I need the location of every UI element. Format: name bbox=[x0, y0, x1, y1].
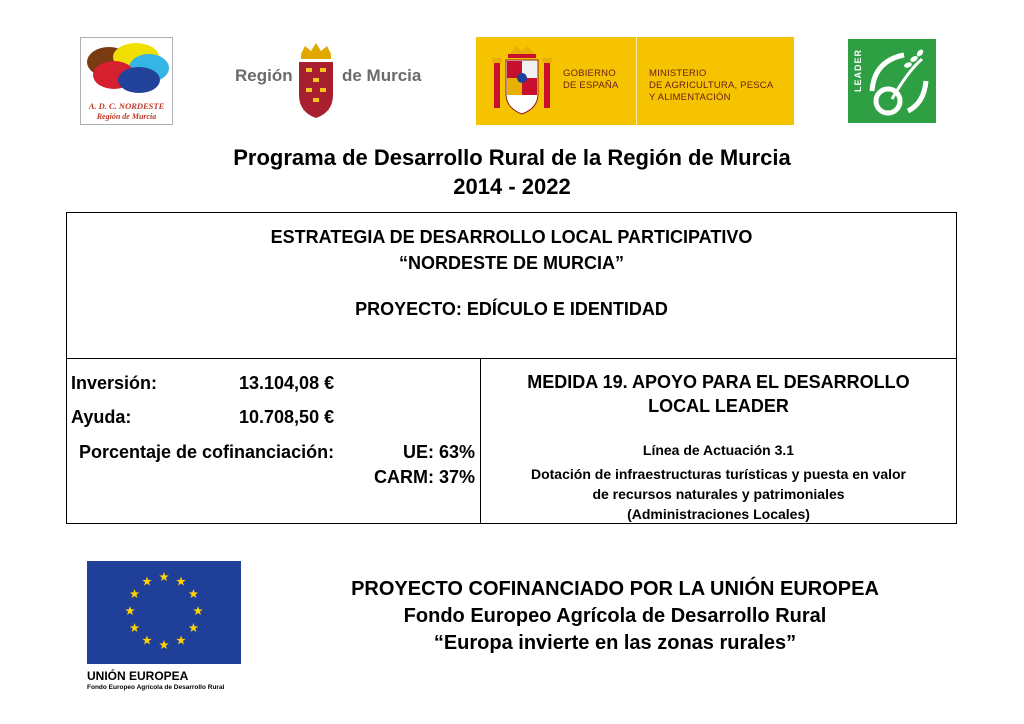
gobierno-line1: GOBIERNO bbox=[563, 68, 616, 79]
programa-period: 2014 - 2022 bbox=[453, 174, 571, 199]
eu-star-icon bbox=[189, 623, 199, 632]
medida-desc-line3: (Administraciones Locales) bbox=[627, 506, 810, 522]
eu-flag-icon bbox=[87, 561, 241, 664]
murcia-coat-of-arms-icon bbox=[295, 40, 337, 120]
strategy-line1: ESTRATEGIA DE DESARROLLO LOCAL PARTICIPATIVO bbox=[270, 227, 753, 247]
inversion-value: 13.104,08 € bbox=[239, 373, 335, 393]
ayuda-value: 10.708,50 € bbox=[239, 407, 335, 427]
cofinanciado-line2: Fondo Europeo Agrícola de Desarrollo Rural bbox=[403, 605, 827, 627]
ministerio-line2: DE AGRICULTURA, PESCA bbox=[649, 80, 774, 91]
spain-coat-of-arms-icon bbox=[490, 44, 554, 118]
cofinanciado-line3: “Europa invierte en las zonas rurales” bbox=[433, 632, 797, 654]
eu-star-icon bbox=[130, 589, 140, 598]
eu-caption-fund: Fondo Europeo Agrícola de Desarrollo Rural bbox=[87, 684, 225, 691]
region-murcia-left-text: Región bbox=[235, 66, 293, 85]
eu-star-icon bbox=[125, 606, 135, 615]
medida-desc-line2: de recursos naturales y patrimoniales bbox=[592, 486, 845, 502]
eu-star-icon bbox=[130, 623, 140, 632]
eu-star-icon bbox=[159, 640, 169, 649]
strategy-line2: “NORDESTE DE MURCIA” bbox=[398, 253, 624, 273]
ue-percentage: UE: 63% bbox=[402, 442, 475, 462]
gobierno-text bbox=[563, 68, 618, 92]
medida-desc-line1: Dotación de infraestructuras turísticas y puesta en valor bbox=[530, 466, 906, 482]
ministerio-line1: MINISTERIO bbox=[649, 68, 707, 79]
leader-label: LEADER bbox=[853, 49, 863, 93]
eu-caption-title: UNIÓN EUROPEA bbox=[87, 669, 189, 683]
ayuda-label: Ayuda: bbox=[71, 407, 132, 427]
adc-nordeste-logo bbox=[80, 37, 173, 125]
region-murcia-right-text: de Murcia bbox=[342, 66, 422, 85]
eu-star-icon bbox=[176, 635, 186, 644]
medida-line2: LOCAL LEADER bbox=[648, 396, 789, 416]
eu-star-icon bbox=[142, 635, 152, 644]
programa-title: Programa de Desarrollo Rural de la Región de Murcia bbox=[233, 145, 791, 170]
linea-actuacion: Línea de Actuación 3.1 bbox=[642, 442, 795, 458]
porcentaje-label: Porcentaje de cofinanciación: bbox=[79, 442, 335, 462]
cofinanciado-line1: PROYECTO COFINANCIADO POR LA UNIÓN EUROPEA bbox=[351, 578, 879, 600]
ministerio-line3: Y ALIMENTACIÓN bbox=[649, 92, 731, 103]
eu-star-icon bbox=[159, 572, 169, 581]
leader-logo bbox=[846, 37, 938, 125]
adc-blobs-icon bbox=[81, 40, 172, 100]
ministerio-text bbox=[649, 68, 773, 104]
carm-percentage: CARM: 37% bbox=[373, 467, 475, 487]
adc-logo-line1: A. D. C. NORDESTE bbox=[88, 101, 165, 111]
gob-divider bbox=[636, 37, 637, 125]
gobierno-line2: DE ESPAÑA bbox=[563, 80, 619, 91]
eu-star-icon bbox=[142, 577, 152, 586]
medida-line1: MEDIDA 19. APOYO PARA EL DESARROLLO bbox=[527, 372, 910, 392]
eu-star-icon bbox=[176, 577, 186, 586]
inversion-label: Inversión: bbox=[71, 373, 158, 393]
eu-star-icon bbox=[193, 606, 203, 615]
eu-star-icon bbox=[189, 589, 199, 598]
eu-stars bbox=[87, 561, 241, 664]
gobierno-ministerio-logo bbox=[476, 37, 794, 125]
adc-logo-line2: Región de Murcia bbox=[96, 112, 157, 121]
leader-sprout-icon bbox=[864, 41, 934, 121]
project-name: PROYECTO: EDÍCULO E IDENTIDAD bbox=[355, 299, 668, 319]
